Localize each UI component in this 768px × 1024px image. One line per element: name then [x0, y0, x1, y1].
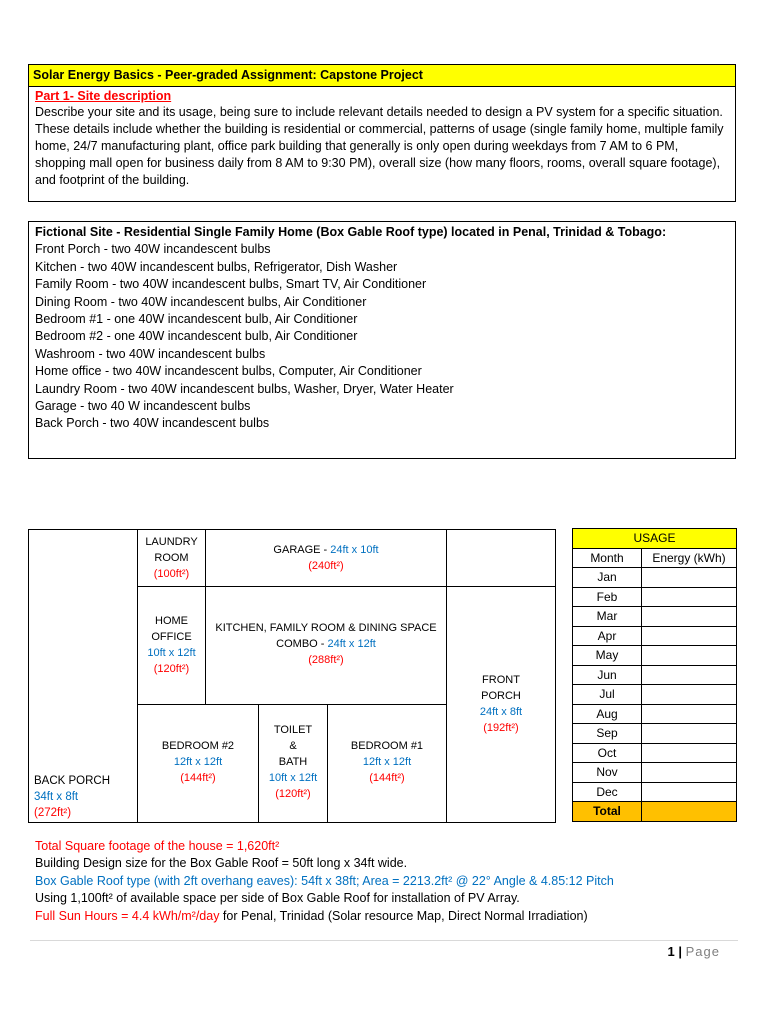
toilet-dims: 10ft x 12ft [268, 772, 318, 784]
toilet-name: TOILET [273, 724, 313, 736]
laundry-name: LAUNDRY [145, 536, 198, 548]
floorplan-outline [28, 529, 556, 823]
bedroom2-area: (144ft²) [180, 772, 216, 784]
garage-area: (240ft²) [308, 560, 344, 572]
office-name: OFFICE [151, 631, 192, 643]
design-size-note: Building Design size for the Box Gable Roof = 50ft long x 34ft wide. [35, 856, 408, 871]
back-porch-label [34, 773, 110, 821]
front-porch-name: FRONT [482, 674, 520, 686]
toilet-name: & [289, 740, 297, 752]
month-cell: Jan [573, 568, 642, 588]
energy-cell[interactable] [642, 646, 737, 666]
month-cell: May [573, 646, 642, 666]
bedroom2-name: BEDROOM #2 [161, 740, 235, 752]
garage-cell [205, 529, 447, 587]
floorplan-divider [137, 529, 447, 823]
total-value[interactable] [642, 802, 737, 822]
office-dims: 10ft x 12ft [147, 647, 196, 659]
office-name: HOME [155, 615, 188, 627]
bedroom2-label [137, 738, 259, 786]
month-cell: Apr [573, 626, 642, 646]
toilet-cell [258, 704, 328, 823]
office-area: (120ft²) [153, 663, 190, 675]
month-cell: Sep [573, 724, 642, 744]
garage-name: GARAGE - [273, 544, 331, 556]
energy-cell[interactable] [642, 704, 737, 724]
bedroom2-cell [137, 704, 259, 823]
energy-cell[interactable] [642, 665, 737, 685]
total-sqft-note: Total Square footage of the house = 1,620ft² [35, 839, 280, 853]
office-cell [137, 586, 206, 705]
laundry-cell [137, 529, 206, 587]
energy-cell[interactable] [642, 685, 737, 705]
roof-type-note: Box Gable Roof type (with 2ft overhang eaves): 54ft x 38ft; Area = 2213.2ft² @ 22° Angle & 4.85:12 Pitch [35, 873, 614, 888]
toilet-label [258, 722, 328, 802]
month-cell: Jul [573, 685, 642, 705]
bedroom1-label [327, 738, 447, 786]
front-porch-cell [446, 586, 556, 823]
kitchen-area: (288ft²) [308, 654, 344, 666]
toilet-area: (120ft²) [275, 788, 311, 800]
room-line: Bedroom #2 - one 40W incandescent bulb, Air Conditioner [35, 329, 358, 344]
assignment-description-box [28, 64, 736, 202]
room-line: Bedroom #1 - one 40W incandescent bulb, Air Conditioner [35, 312, 358, 327]
room-line: Laundry Room - two 40W incandescent bulbs, Washer, Dryer, Water Heater [35, 381, 454, 396]
front-porch-area: (192ft²) [483, 722, 519, 734]
kitchen-name: COMBO - [276, 638, 328, 650]
site-heading: Fictional Site - Residential Single Family Home (Box Gable Roof type) located in Penal, Trinidad & Tobago: [35, 225, 667, 239]
bedroom1-name: BEDROOM #1 [350, 740, 424, 752]
energy-cell[interactable] [642, 763, 737, 783]
month-cell: Aug [573, 704, 642, 724]
page-number-value: 1 [667, 944, 675, 959]
garage-dims: 24ft x 10ft [330, 544, 379, 556]
energy-cell[interactable] [642, 587, 737, 607]
room-line: Front Porch - two 40W incandescent bulbs [35, 242, 271, 257]
sun-hours-note [35, 908, 614, 925]
kitchen-dims: 24ft x 12ft [327, 638, 376, 650]
office-label [137, 613, 206, 677]
energy-cell[interactable] [642, 724, 737, 744]
kitchen-cell [205, 586, 447, 705]
energy-cell[interactable] [642, 782, 737, 802]
toilet-name: BATH [278, 756, 308, 768]
month-cell: Oct [573, 743, 642, 763]
room-line: Home office - two 40W incandescent bulbs, Computer, Air Conditioner [35, 364, 422, 379]
page-number-separator: | [674, 944, 686, 959]
site-details-box [28, 221, 736, 459]
usage-table [572, 528, 737, 822]
bedroom1-cell [327, 704, 447, 823]
sun-hours-value: Full Sun Hours = 4.4 kWh/m²/day [35, 908, 220, 923]
room-line: Washroom - two 40W incandescent bulbs [35, 346, 266, 361]
room-line: Back Porch - two 40W incandescent bulbs [35, 416, 270, 431]
page-label: Page [685, 944, 720, 959]
back-porch-area: (272ft²) [34, 807, 72, 819]
bedroom2-dims: 12ft x 12ft [173, 756, 223, 768]
part-heading: Part 1- Site description [35, 89, 172, 103]
sun-hours-source: for Penal, Trinidad (Solar resource Map, Direct Normal Irradiation) [219, 908, 588, 923]
assignment-title: Solar Energy Basics - Peer-graded Assignment: Capstone Project [29, 65, 735, 87]
month-cell: Dec [573, 782, 642, 802]
notes-block [35, 838, 614, 925]
kitchen-name: KITCHEN, FAMILY ROOM & DINING SPACE [215, 622, 437, 634]
month-cell: Feb [573, 587, 642, 607]
front-porch-label [446, 672, 556, 736]
month-cell: Mar [573, 607, 642, 627]
room-line: Family Room - two 40W incandescent bulbs, Smart TV, Air Conditioner [35, 277, 427, 292]
month-header: Month [573, 548, 642, 568]
month-cell: Nov [573, 763, 642, 783]
bedroom1-dims: 12ft x 12ft [362, 756, 412, 768]
energy-cell[interactable] [642, 626, 737, 646]
total-label: Total [573, 802, 642, 822]
room-line: Kitchen - two 40W incandescent bulbs, Refrigerator, Dish Washer [35, 259, 398, 274]
part-description: Describe your site and its usage, being sure to include relevant details needed to design a PV system for a specific situation. These details include whether the building is residential or commercial, patterns of usage (single family home, multiple family home, 24/7 manufacturing plant, office park building that generally is only open during weekdays from 7 AM to 6 PM, shopping mall open for business daily from 8 AM to 9:30 PM), overall size (how many floors, rooms, overall square footage), and footprint of the building. [35, 105, 724, 187]
page-number [668, 944, 720, 959]
kitchen-label [205, 620, 447, 668]
usage-title: USAGE [573, 529, 737, 549]
laundry-area: (100ft²) [153, 568, 190, 580]
back-porch-name: BACK PORCH [34, 775, 111, 787]
garage-label [205, 542, 447, 574]
pv-space-note: Using 1,100ft² of available space per side of Box Gable Roof for installation of PV Array. [35, 891, 520, 906]
room-line: Garage - two 40 W incandescent bulbs [35, 399, 251, 414]
month-cell: Jun [573, 665, 642, 685]
front-porch-name: PORCH [481, 690, 521, 702]
energy-cell[interactable] [642, 607, 737, 627]
bedroom1-area: (144ft²) [369, 772, 405, 784]
energy-cell[interactable] [642, 743, 737, 763]
back-porch-dims: 34ft x 8ft [34, 791, 79, 803]
footer-divider [30, 940, 738, 941]
laundry-label [137, 534, 206, 582]
energy-cell[interactable] [642, 568, 737, 588]
room-line: Dining Room - two 40W incandescent bulbs, Air Conditioner [35, 294, 367, 309]
front-porch-dims: 24ft x 8ft [479, 706, 523, 718]
energy-header: Energy (kWh) [642, 548, 737, 568]
laundry-name: ROOM [154, 552, 189, 564]
